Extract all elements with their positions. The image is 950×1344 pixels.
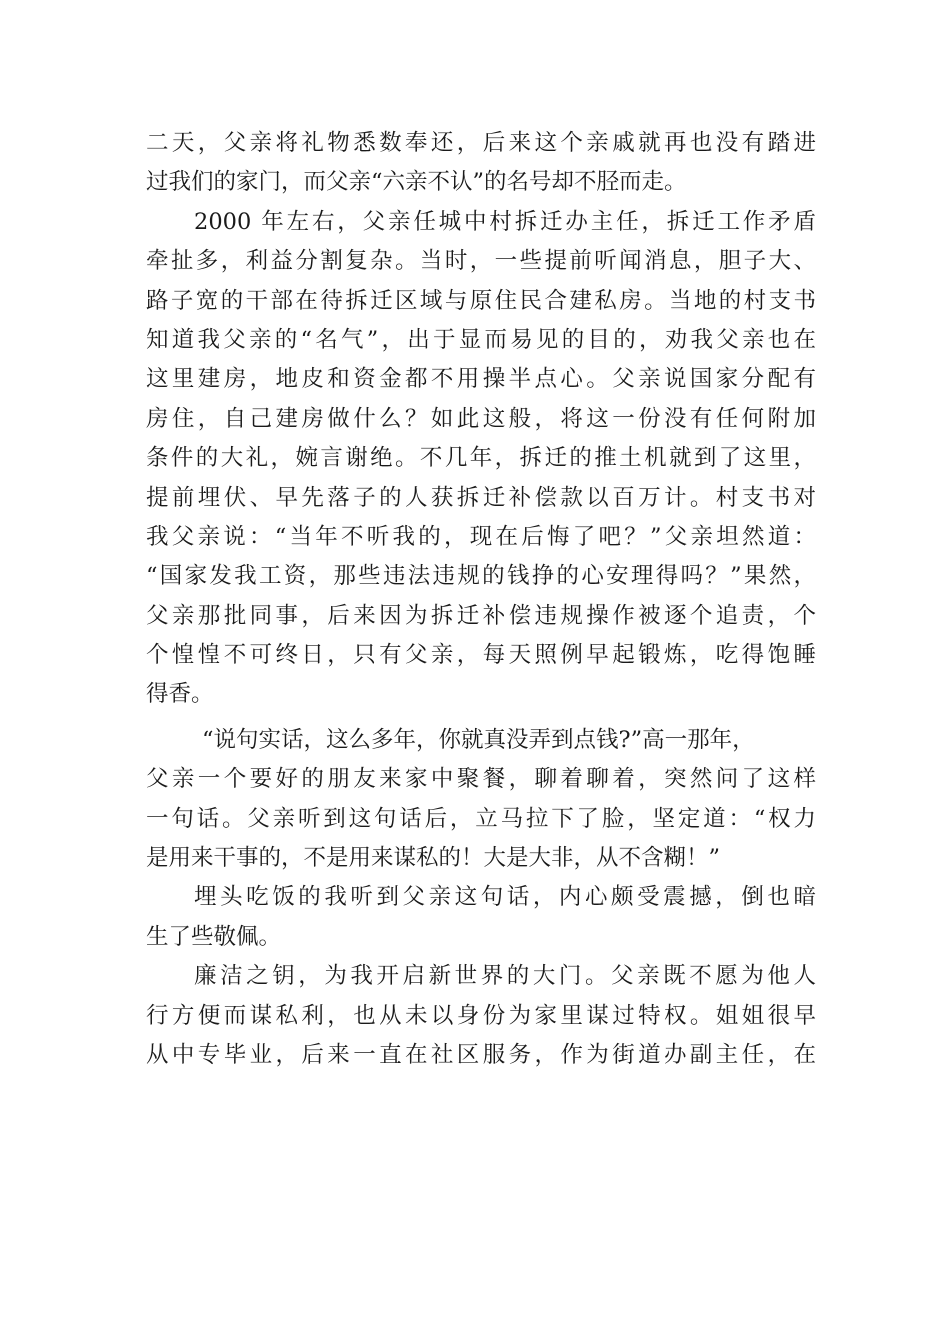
- text-line: 个惶惶不可终日，只有父亲，每天照例早起锻炼，吃得饱睡: [146, 642, 816, 669]
- text-line: 廉洁之钥，为我开启新世界的大门。父亲既不愿为他人: [194, 963, 816, 990]
- text-line: 房住，自己建房做什么？如此这般，将这一份没有任何附加: [146, 405, 816, 432]
- text-line: 过我们的家门，而父亲“六亲不认”的名号却不胫而走。: [146, 169, 687, 196]
- text-line: 从中专毕业，后来一直在社区服务，作为街道办副主任，在: [146, 1041, 816, 1068]
- text-line: 埋头吃饭的我听到父亲这句话，内心颇受震撼，倒也暗: [194, 884, 816, 911]
- paragraph: [146, 203, 816, 715]
- document-body: [146, 124, 816, 1075]
- paragraph: [146, 124, 816, 203]
- text-line: “说句实话，这么多年，你就真没弄到点钱?”高一那年，: [202, 726, 755, 753]
- text-line: 行方便而谋私利，也从未以身份为家里谋过特权。姐姐很早: [146, 1002, 816, 1029]
- text-line: 是用来干事的，不是用来谋私的！大是大非，从不含糊！”: [146, 845, 721, 872]
- text-line: 2000 年左右，父亲任城中村拆迁办主任，拆迁工作矛盾: [194, 208, 816, 235]
- text-line: 父亲一个要好的朋友来家中聚餐，聊着聊着，突然问了这样: [146, 766, 816, 793]
- text-line: “国家发我工资，那些违法违规的钱挣的心安理得吗？”果然，: [146, 563, 816, 590]
- text-line: 得香。: [146, 681, 214, 708]
- text-line: 生了些敬佩。: [146, 923, 282, 950]
- text-line: 条件的大礼，婉言谢绝。不几年，拆迁的推土机就到了这里，: [146, 445, 816, 472]
- text-line: 提前埋伏、早先落子的人获拆迁补偿款以百万计。村支书对: [146, 484, 816, 511]
- paragraph: [146, 957, 816, 1075]
- text-line: 知道我父亲的“名气”，出于显而易见的目的，劝我父亲也在: [146, 326, 816, 353]
- text-line: 父亲那批同事，后来因为拆迁补偿违规操作被逐个追责，个: [146, 602, 816, 629]
- text-line: 牵扯多，利益分割复杂。当时，一些提前听闻消息，胆子大、: [146, 248, 816, 275]
- text-line: 一句话。父亲听到这句话后，立马拉下了脸，坚定道：“权力: [146, 805, 816, 832]
- text-line: 我父亲说：“当年不听我的，现在后悔了吧？”父亲坦然道：: [146, 523, 816, 550]
- text-line: 这里建房，地皮和资金都不用操半点心。父亲说国家分配有: [146, 366, 816, 393]
- text-line: 路子宽的干部在待拆迁区域与原住民合建私房。当地的村支书: [146, 287, 816, 314]
- paragraph: [146, 878, 816, 957]
- text-line: 二天，父亲将礼物悉数奉还，后来这个亲戚就再也没有踏进: [146, 130, 816, 156]
- paragraph: [146, 721, 816, 879]
